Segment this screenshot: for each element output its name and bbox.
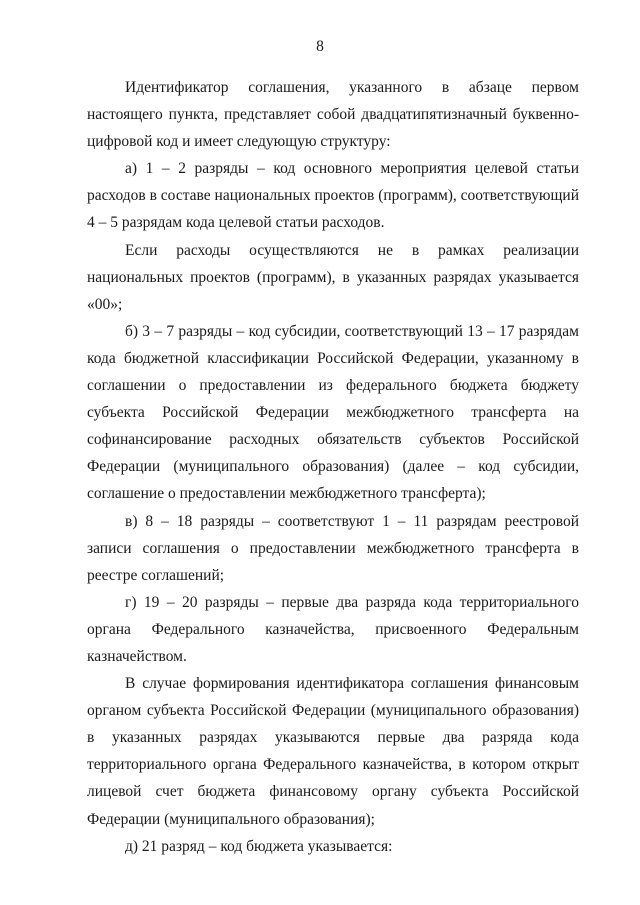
paragraph-item-g: г) 19 – 20 разряды – первые два разряда кода территориального органа Федерального казначейства, присвоенного Федеральным казначейством. <box>87 593 579 665</box>
document-body <box>87 74 579 860</box>
paragraph-item-g-note: В случае формирования идентификатора соглашения финансовым органом субъекта Российской Федерации (муниципального образования) в указанных разрядах указываются первые два разряда кода территориального органа Федерального казначейства, в котором открыт лицевой счет бюджета финансовому органу субъекта Российской Федерации (муниципального образования); <box>87 675 579 828</box>
paragraph-identifier-intro: Идентификатор соглашения, указанного в абзаце первом настоящего пункта, представляет собой двадцатипятизначный буквенно-цифровой код и имеет следующую структуру: <box>87 79 579 151</box>
paragraph-item-v: в) 8 – 18 разряды – соответствуют 1 – 11 разрядам реестровой записи соглашения о предоставлении межбюджетного трансферта в реестре соглашений; <box>87 512 579 584</box>
page-number: 8 <box>316 38 324 55</box>
paragraph-item-a: а) 1 – 2 разряды – код основного мероприятия целевой статьи расходов в составе национальных проектов (программ), соответствующий 4 – 5 разрядам кода целевой статьи расходов. <box>87 160 579 232</box>
paragraph-item-b: б) 3 – 7 разряды – код субсидии, соответствующий 13 – 17 разрядам кода бюджетной классификации Российской Федерации, указанному в соглашении о предоставлении из федерального бюджета бюджету субъекта Российской Федерации межбюджетного трансферта на софинансирование расходных обязательств субъектов Российской Федерации (муниципального образования) (далее – код субсидии, соглашение о предоставлении межбюджетного трансферта); <box>87 322 579 503</box>
paragraph-item-a-note: Если расходы осуществляются не в рамках реализации национальных проектов (программ), в указанных разрядах указывается «00»; <box>87 241 579 313</box>
paragraph-item-d: д) 21 разряд – код бюджета указывается: <box>125 837 393 855</box>
